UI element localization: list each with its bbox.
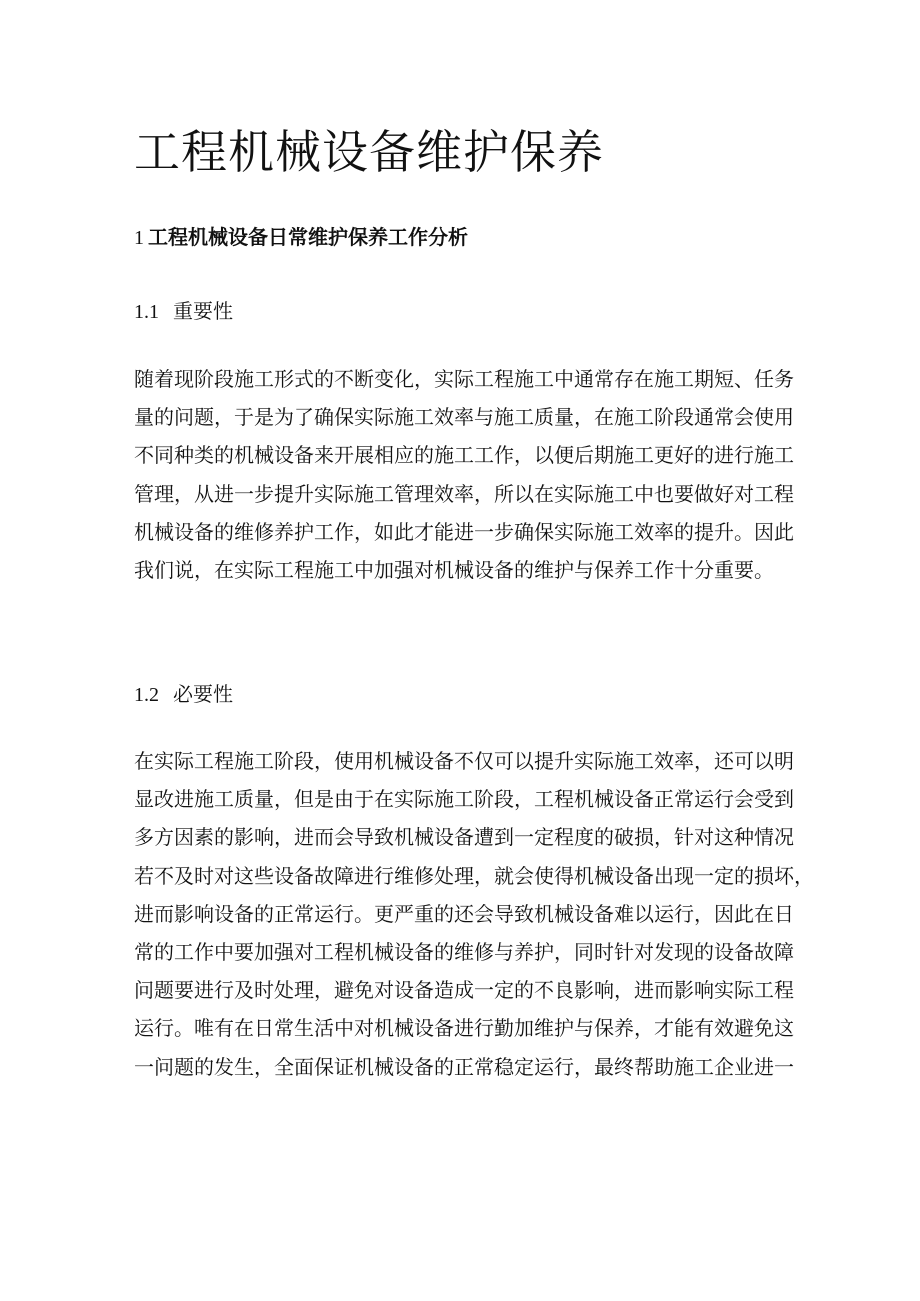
paragraph-importance [134,360,794,589]
section-heading [134,222,468,253]
subsection-heading-text: 必要性 [173,682,233,706]
paragraph-line: 量的问题，于是为了确保实际施工效率与施工质量，在施工阶段通常会使用 [134,405,794,430]
paragraph-line: 常的工作中要加强对工程机械设备的维修与养护，同时针对发现的设备故障 [134,939,794,964]
paragraph-line: 若不及时对这些设备故障进行维修处理，就会使得机械设备出现一定的损坏， [134,863,814,888]
subsection-number: 1.1 [134,301,159,323]
subsection-heading-necessity [134,679,233,710]
document-title: 工程机械设备维护保养 [134,125,604,179]
paragraph-line: 我们说，在实际工程施工中加强对机械设备的维护与保养工作十分重要。 [134,557,774,582]
paragraph-line: 进而影响设备的正常运行。更严重的还会导致机械设备难以运行，因此在日 [134,901,794,926]
subsection-heading-importance [134,296,233,327]
paragraph-line: 一问题的发生，全面保证机械设备的正常稳定运行，最终帮助施工企业进一 [134,1054,794,1079]
paragraph-line: 随着现阶段施工形式的不断变化，实际工程施工中通常存在施工期短、任务 [134,367,794,391]
paragraph-line: 运行。唯有在日常生活中对机械设备进行勤加维护与保养，才能有效避免这 [134,1016,794,1041]
paragraph-line: 问题要进行及时处理，避免对设备造成一定的不良影响，进而影响实际工程 [134,978,794,1003]
section-number: 1 [134,227,144,249]
subsection-heading-text: 重要性 [173,299,233,323]
paragraph-line: 管理，从进一步提升实际施工管理效率，所以在实际施工中也要做好对工程 [134,481,794,506]
subsection-number: 1.2 [134,684,159,706]
paragraph-line: 多方因素的影响，进而会导致机械设备遭到一定程度的破损，针对这种情况 [134,825,794,850]
paragraph-line: 不同种类的机械设备来开展相应的施工工作，以便后期施工更好的进行施工 [134,443,794,468]
paragraph-line: 在实际工程施工阶段，使用机械设备不仅可以提升实际施工效率，还可以明 [134,749,794,773]
paragraph-line: 机械设备的维修养护工作，如此才能进一步确保实际施工效率的提升。因此 [134,519,794,544]
paragraph-necessity [134,742,814,1086]
section-heading-text: 工程机械设备日常维护保养工作分析 [148,225,468,249]
paragraph-line: 显改进施工质量，但是由于在实际施工阶段，工程机械设备正常运行会受到 [134,787,794,812]
